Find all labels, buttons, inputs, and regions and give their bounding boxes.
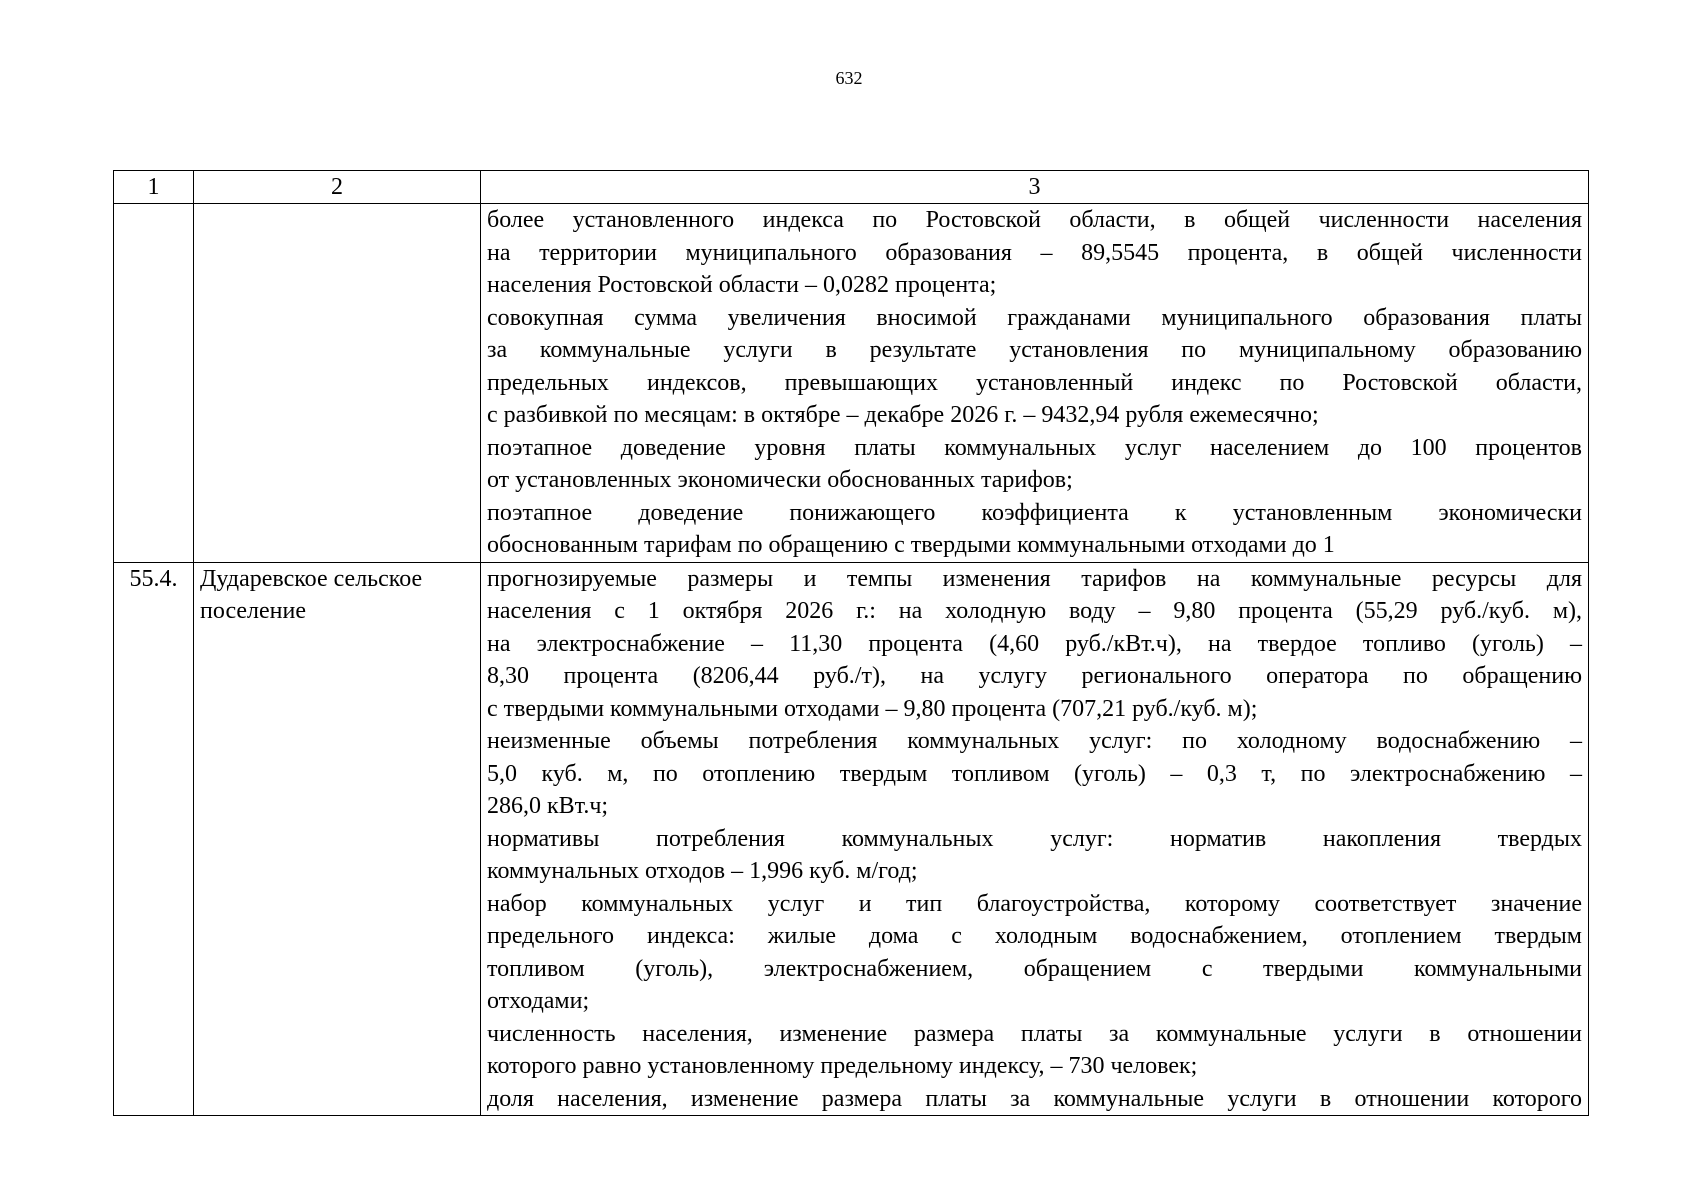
page-number: 632 bbox=[835, 68, 863, 88]
settlement-name-line: Дударевское сельское bbox=[200, 565, 423, 592]
description-line: населения с 1 октября 2026 г.: на холодную воду – 9,80 процента (55,29 руб./куб. м), bbox=[487, 598, 1582, 624]
description-line: от установленных экономически обоснованных тарифов; bbox=[487, 467, 1073, 493]
description-line: набор коммунальных услуг и тип благоустройства, которому соответствует значение bbox=[487, 890, 1582, 917]
table-header-row bbox=[114, 171, 1589, 204]
description-line: предельных индексов, превышающих установленный индекс по Ростовской области, bbox=[487, 369, 1582, 396]
description-line: 286,0 кВт.ч; bbox=[487, 793, 609, 819]
description-line: которого равно установленному предельному индексу, – 730 человек; bbox=[487, 1053, 1198, 1079]
description-line: прогнозируемые размеры и темпы изменения тарифов на коммунальные ресурсы для bbox=[487, 565, 1582, 592]
row-number-cell bbox=[114, 204, 194, 563]
settlement-name-cell bbox=[194, 204, 481, 563]
row-number-cell bbox=[114, 562, 194, 1116]
description-line: более установленного индекса по Ростовской области, в общей численности населения bbox=[487, 207, 1582, 233]
column-header-1: 1 bbox=[114, 171, 194, 204]
description-line: на электроснабжение – 11,30 процента (4,60 руб./кВт.ч), на твердое топливо (уголь) – bbox=[487, 630, 1582, 657]
description-line: отходами; bbox=[487, 988, 590, 1014]
description-line: поэтапное доведение уровня платы коммунальных услуг населением до 100 процентов bbox=[487, 434, 1582, 461]
description-line: доля населения, изменение размера платы за коммунальные услуги в отношении которого bbox=[487, 1085, 1582, 1112]
tariff-table bbox=[113, 170, 1589, 1116]
table-row bbox=[114, 562, 1589, 1116]
column-header-3: 3 bbox=[481, 171, 1589, 204]
description-line: неизменные объемы потребления коммунальных услуг: по холодному водоснабжению – bbox=[487, 728, 1582, 754]
description-line: численность населения, изменение размера платы за коммунальные услуги в отношении bbox=[487, 1020, 1582, 1047]
description-line: населения Ростовской области – 0,0282 процента; bbox=[487, 272, 997, 298]
description-line: топливом (уголь), электроснабжением, обращением с твердыми коммунальными bbox=[487, 955, 1582, 982]
settlement-name-cell bbox=[194, 562, 481, 1116]
description-line: на территории муниципального образования – 89,5545 процента, в общей численности bbox=[487, 239, 1582, 266]
column-header-2: 2 bbox=[194, 171, 481, 204]
description-line: с разбивкой по месяцам: в октябре – декабре 2026 г. – 9432,94 рубля ежемесячно; bbox=[487, 402, 1319, 428]
description-line: поэтапное доведение понижающего коэффициента к установленным экономически bbox=[487, 499, 1582, 526]
description-line: нормативы потребления коммунальных услуг: норматив накопления твердых bbox=[487, 825, 1582, 852]
description-line: 5,0 куб. м, по отоплению твердым топливом (уголь) – 0,3 т, по электроснабжению – bbox=[487, 760, 1582, 787]
settlement-name-line: поселение bbox=[200, 598, 307, 624]
description-line: коммунальных отходов – 1,996 куб. м/год; bbox=[487, 858, 918, 884]
description-cell bbox=[481, 204, 1589, 563]
description-line: за коммунальные услуги в результате установления по муниципальному образованию bbox=[487, 337, 1582, 363]
description-line: с твердыми коммунальными отходами – 9,80 процента (707,21 руб./куб. м); bbox=[487, 695, 1258, 722]
description-line: предельного индекса: жилые дома с холодным водоснабжением, отоплением твердым bbox=[487, 923, 1582, 949]
description-cell bbox=[481, 562, 1589, 1116]
description-line: обоснованным тарифам по обращению с твердыми коммунальными отходами до 1 bbox=[487, 532, 1335, 558]
table-row bbox=[114, 204, 1589, 563]
description-line: совокупная сумма увеличения вносимой гражданами муниципального образования платы bbox=[487, 304, 1582, 331]
row-number: 55.4. bbox=[129, 565, 178, 592]
description-line: 8,30 процента (8206,44 руб./т), на услугу регионального оператора по обращению bbox=[487, 663, 1582, 689]
